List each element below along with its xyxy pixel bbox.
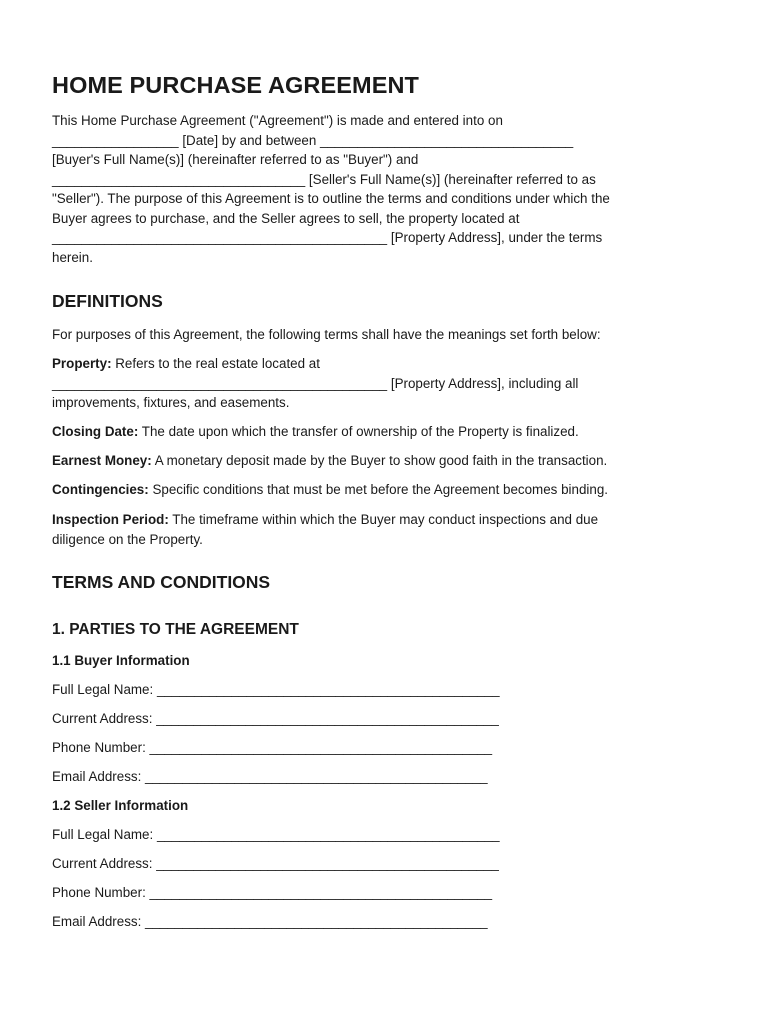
definition-property [52, 354, 578, 413]
intro-line: herein. [52, 249, 93, 265]
definition-text: Specific conditions that must be met before the Agreement becomes binding. [148, 482, 608, 497]
definition-text: A monetary deposit made by the Buyer to show good faith in the transaction. [151, 453, 608, 468]
definition-text: Refers to the real estate located at [111, 356, 320, 371]
definition-closing-date [52, 422, 579, 442]
definitions-heading: DEFINITIONS [52, 291, 163, 311]
definition-term: Contingencies: [52, 482, 149, 497]
document-title: HOME PURCHASE AGREEMENT [52, 72, 420, 98]
buyer-full-name-field[interactable]: Full Legal Name: ______________________________________________ [52, 682, 500, 697]
intro-line: __________________________________ [Seller's Full Name(s)] (hereinafter referred to as [52, 171, 596, 187]
definition-term: Earnest Money: [52, 453, 152, 468]
definition-term: Property: [52, 356, 112, 371]
definition-inspection-period [52, 510, 598, 549]
intro-line: [Buyer's Full Name(s)] (hereinafter referred to as "Buyer") and [52, 152, 419, 167]
definition-text: The timeframe within which the Buyer may conduct inspections and due [168, 512, 599, 527]
intro-line: _____________________________________________ [Property Address], under the terms [52, 230, 603, 245]
buyer-email-field[interactable]: Email Address: ______________________________________________ [52, 769, 488, 784]
buyer-info-heading: 1.1 Buyer Information [52, 653, 190, 668]
definition-text: improvements, fixtures, and easements. [52, 395, 290, 410]
definition-text: diligence on the Property. [52, 531, 203, 547]
seller-phone-field[interactable]: Phone Number: ______________________________________________ [52, 885, 493, 900]
intro-line: Buyer agrees to purchase, and the Seller agrees to sell, the property located at [52, 210, 520, 226]
intro-paragraph [52, 111, 610, 267]
definition-term: Inspection Period: [52, 512, 169, 527]
definition-term: Closing Date: [52, 424, 139, 439]
seller-address-field[interactable]: Current Address: ______________________________________________ [52, 856, 499, 871]
buyer-address-field[interactable]: Current Address: ______________________________________________ [52, 711, 499, 726]
intro-line: "Seller"). The purpose of this Agreement is to outline the terms and conditions under which the [52, 191, 610, 206]
intro-line: _________________ [Date] by and between __________________________________ [52, 132, 574, 148]
definition-text: The date upon which the transfer of ownership of the Property is finalized. [138, 424, 579, 439]
intro-line: This Home Purchase Agreement ("Agreement") is made and entered into on [52, 113, 503, 128]
terms-heading: TERMS AND CONDITIONS [52, 572, 271, 592]
buyer-phone-field[interactable]: Phone Number: ______________________________________________ [52, 740, 493, 755]
definition-contingencies [52, 480, 608, 500]
seller-email-field[interactable]: Email Address: ______________________________________________ [52, 914, 488, 929]
seller-full-name-field[interactable]: Full Legal Name: ______________________________________________ [52, 827, 500, 842]
definition-earnest-money [52, 451, 607, 471]
definition-text: _____________________________________________ [Property Address], including all [52, 375, 579, 391]
parties-heading: 1. PARTIES TO THE AGREEMENT [52, 621, 299, 638]
seller-info-heading: 1.2 Seller Information [52, 798, 189, 813]
definitions-intro: For purposes of this Agreement, the following terms shall have the meanings set forth below: [52, 327, 601, 342]
